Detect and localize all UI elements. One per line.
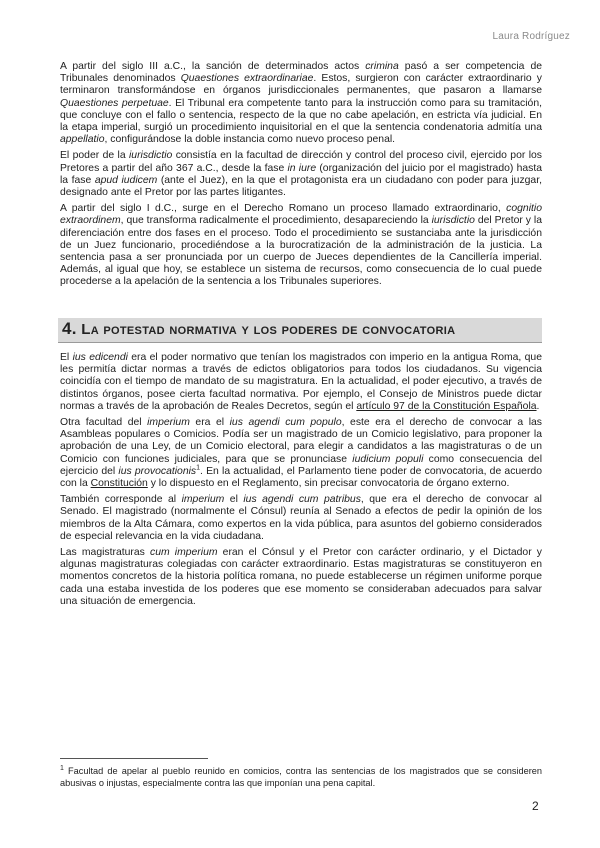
text-run: . El Tribunal era competente tanto para la instrucción como para su tramitación, que concluye con el fallo o sentencia, respecto de la que no cabe apelación, en estricta vía judicial. En la etapa imperial, surgió un procedimiento inquisitorial en el que la sentencia condenatoria admitía una [60,97,542,134]
text-run: del Pretor y la diferenciación entre dos fases en el proceso. Todo el procedimiento se sustanciaba ante la jurisdicción de un Juez funcionario, procediéndose a la burocratización de la administración de la justicia. La sentencia pasa a ser pronunciada por un cuerpo de Jueces dependientes de la Cancillería imperial. Además, al igual que hoy, se establece un sistema de recursos, como consecuencia de lo cual puede procederse a la apelación de la sentencia a los Tribunales superiores. [60,215,542,288]
latin-term: ius provocationis [118,465,197,477]
text-run: El [60,352,73,363]
text-run: eran el Cónsul y el Pretor con carácter ordinario, y el Dictador y algunas magistraturas colegiadas con carácter extraordinario. Estas magistraturas se constituyeron en momentos concretos de la historia política romana, no puede establecerse un régimen uniforme porque cada una estaba investida de los poderes que ese momento se consideraban adecuados para salvar una situación de emergencia. [60,547,543,607]
bottom-paragraph [60,417,542,490]
text-run: como consecuencia del ejercicio del [60,453,543,477]
text-run: , que transforma radicalmente el procedimiento, desapareciendo la [120,215,432,227]
latin-term: apud iudicem [94,174,158,186]
top-paragraph [60,61,542,146]
latin-term: cum imperium [150,547,218,559]
text-run: el [224,494,244,506]
text-run: y lo dispuesto en el Reglamento, sin precisar convocatoria de órgano externo. [147,478,510,490]
latin-term: ius edicendi [72,352,128,363]
latin-term: ius agendi cum populo [229,417,342,429]
text-run: . Estos, surgieron con carácter extraordinario y terminaron transformándose en órganos jurisdiccionales permanentes, que pasaron a llamarse [60,73,542,97]
text-run: Las magistraturas [60,547,150,559]
latin-term: iurisdictio [129,150,173,162]
section-title: La potestad normativa y los poderes de convocatoria [81,321,456,338]
bottom-paragraph [60,547,542,608]
text-run: , configurándose la doble instancia como nuevo proceso penal. [104,134,396,146]
footnote-divider [60,758,208,759]
bottom-paragraph [60,494,542,543]
text-run: (organización del juicio por el magistrado) hasta la fase [60,162,542,186]
text-run: Otra facultad del [60,417,148,429]
latin-term: Quaestiones extraordinariae [180,73,314,85]
text-run: . En la actualidad, el Parlamento tiene poder de convocatoria, de acuerdo con la [60,465,542,490]
section-number: 4. [62,319,77,338]
text-run: era el poder normativo que tenían los magistrados con imperio en la antigua Roma, que les permitía dictar normas a través de edictos obligatorios para todos los ciudadanos. Su vigencia coincidía con el tiempo de mandato de su magistratura. En la actualidad, el poder ejecutivo, a través de distintos órganos, posee cierta facultad normativa. Por ejemplo, el Consejo de Ministros puede dictar normas a través de la aprobación de Reales Decretos, según el [60,352,542,412]
latin-term: iudicium populi [352,453,424,465]
text-run: También corresponde al [60,494,182,506]
footnote-reference[interactable]: 1 [196,464,201,472]
running-header-author: Laura Rodríguez [492,31,570,42]
footnote [60,766,542,789]
text-run: consistía en la facultad de dirección y control del proceso civil, ejercido por los Pretores a partir del año 367 a.C., desde la fase [60,150,542,174]
latin-term: imperium [147,417,190,429]
reference-link[interactable]: Constitución [90,478,148,490]
footnote-marker: 1 [60,764,64,772]
text-run: A partir del siglo I d.C., surge en el Derecho Romano un proceso llamado extraordinario, [60,203,507,215]
footnote-text: Facultad de apelar al pueblo reunido en comicios, contra las sentencias de los magistrados que se consideren abusivas o injustas, especialmente contra las que imponían una pena capital. [60,766,542,788]
text-run: El poder de la [60,150,129,162]
text-run: , este era el derecho de convocar a las Asambleas populares o Comicios. Podía ser un magistrado de un Comicio legislativo, para proponer la aprobación de una Ley, de un Comicio electoral, para elegir a candidatos a las magistraturas o de un Comicio con funciones judiciales, para que se pronunciase [60,417,542,465]
latin-term: Quaestiones perpetuae [60,97,169,109]
text-run: , que era el derecho de convocar al Senado. El magistrado (normalmente el Cónsul) reunía al Senado a efectos de pedir la opinión de los miembros de la Alta Cámara, como expertos en la vida pública, para asuntos del gobierno considerados de especial relevancia en la vida ciudadana. [60,494,542,542]
latin-term: ius agendi cum patribus [243,494,361,506]
text-run: A partir del siglo III a.C., la sanción de determinados actos [60,61,366,72]
latin-term: appellatio [60,134,105,146]
top-paragraph [60,203,542,288]
body-text-top [60,61,542,293]
latin-term: in iure [287,162,317,174]
text-run: . [536,400,540,412]
latin-term: imperium [181,494,225,506]
reference-link[interactable]: artículo 97 de la Constitución Española [356,400,537,412]
latin-term: iurisdictio [431,215,475,227]
latin-term: cognitio extraordinem [60,203,542,227]
text-run: era el [189,417,230,429]
latin-term: crimina [365,61,399,72]
page-number: 2 [532,799,539,813]
body-text-bottom [60,352,542,612]
top-paragraph [60,150,542,199]
section-heading [58,318,542,343]
text-run: pasó a ser competencia de Tribunales denominados [60,61,542,85]
bottom-paragraph [60,352,542,413]
text-run: (ante el Juez), en la que el protagonista era un ciudadano con poder para juzgar, designado ante el Pretor por las partes litigantes. [60,174,542,199]
